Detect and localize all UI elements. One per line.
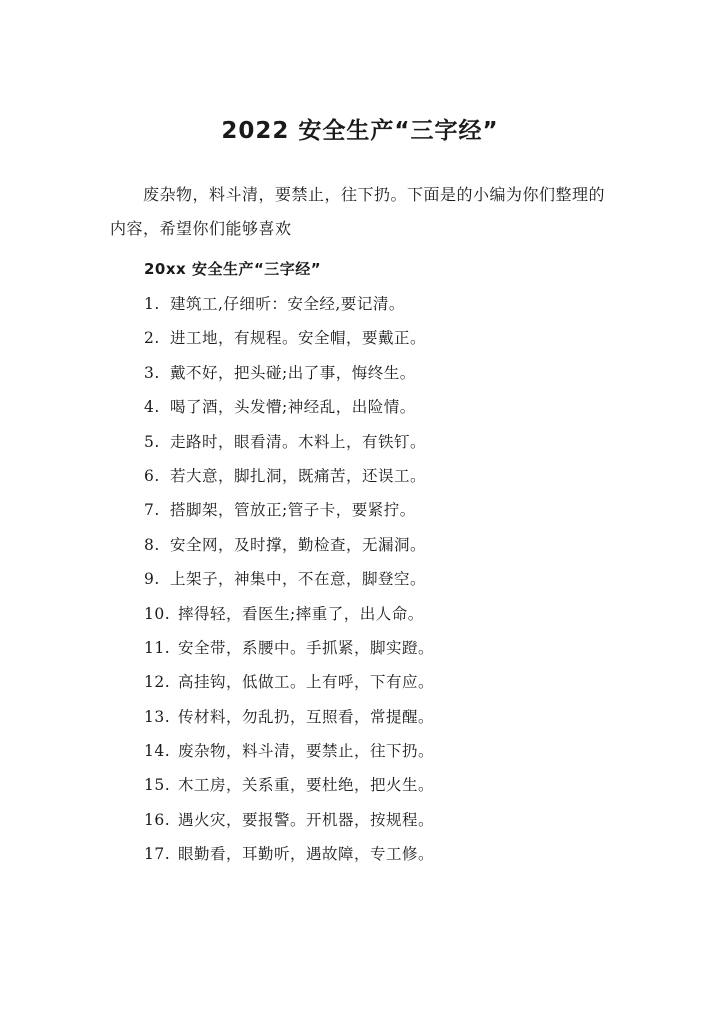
verse-number: 9.	[144, 570, 160, 589]
verse-number: 10.	[144, 604, 171, 623]
verse-text: 喝了酒，头发懵;神经乱，出险情。	[170, 398, 416, 417]
verse-item	[144, 393, 434, 427]
verse-list	[144, 290, 434, 875]
verse-item	[144, 771, 434, 805]
verse-number: 7.	[144, 501, 160, 520]
verse-item	[144, 737, 434, 771]
verse-text: 戴不好，把头碰;出了事，悔终生。	[170, 363, 416, 382]
verse-item	[144, 668, 434, 702]
verse-text: 上架子，神集中，不在意，脚登空。	[170, 570, 427, 589]
verse-text: 若大意，脚扎洞，既痛苦，还误工。	[170, 466, 427, 485]
verse-text: 进工地，有规程。安全帽，要戴正。	[170, 329, 427, 348]
verse-number: 5.	[144, 432, 160, 451]
verse-item	[144, 462, 434, 496]
section-subtitle: 20xx 安全生产“三字经”	[144, 260, 322, 278]
verse-text: 安全网，及时撑，勤检查，无漏洞。	[170, 535, 427, 554]
verse-item	[144, 806, 434, 840]
verse-number: 14.	[144, 742, 171, 761]
verse-number: 3.	[144, 363, 160, 382]
verse-number: 1.	[144, 295, 160, 313]
verse-number: 17.	[144, 845, 171, 864]
verse-item	[144, 600, 434, 634]
verse-item	[144, 840, 434, 874]
verse-item	[144, 428, 434, 462]
intro-paragraph: 废杂物，料斗清，要禁止，往下扔。下面是的小编为你们整理的内容，希望你们能够喜欢	[110, 185, 606, 238]
verse-item	[144, 531, 434, 565]
verse-text: 走路时，眼看清。木料上，有铁钉。	[170, 432, 427, 451]
verse-number: 16.	[144, 810, 171, 829]
verse-text: 建筑工,仔细听：安全经,要记清。	[170, 295, 405, 313]
verse-item	[144, 634, 434, 668]
verse-number: 8.	[144, 535, 160, 554]
verse-number: 15.	[144, 776, 171, 795]
verse-text: 传材料，勿乱扔，互照看，常提醒。	[178, 707, 435, 726]
verse-number: 11.	[144, 638, 171, 657]
verse-item	[144, 324, 434, 358]
verse-number: 6.	[144, 466, 160, 485]
verse-item	[144, 496, 434, 530]
verse-text: 木工房，关系重，要杜绝，把火生。	[178, 776, 435, 795]
verse-text: 眼勤看，耳勤听，遇故障，专工修。	[178, 845, 435, 864]
verse-text: 遇火灾，要报警。开机器，按规程。	[178, 810, 435, 829]
verse-number: 2.	[144, 329, 160, 348]
verse-item	[144, 703, 434, 737]
verse-item	[144, 290, 434, 324]
verse-item	[144, 359, 434, 393]
verse-number: 13.	[144, 707, 171, 726]
verse-text: 摔得轻，看医生;摔重了，出人命。	[178, 604, 424, 623]
verse-text: 搭脚架，管放正;管子卡，要紧拧。	[170, 501, 416, 520]
verse-text: 安全带，系腰中。手抓紧，脚实蹬。	[178, 638, 435, 657]
verse-item	[144, 565, 434, 599]
verse-number: 12.	[144, 673, 171, 692]
document-title: 2022 安全生产“三字经”	[221, 118, 499, 144]
verse-text: 高挂钩，低做工。上有呼，下有应。	[178, 673, 435, 692]
verse-number: 4.	[144, 398, 160, 417]
verse-text: 废杂物，料斗清，要禁止，往下扔。	[178, 742, 435, 761]
